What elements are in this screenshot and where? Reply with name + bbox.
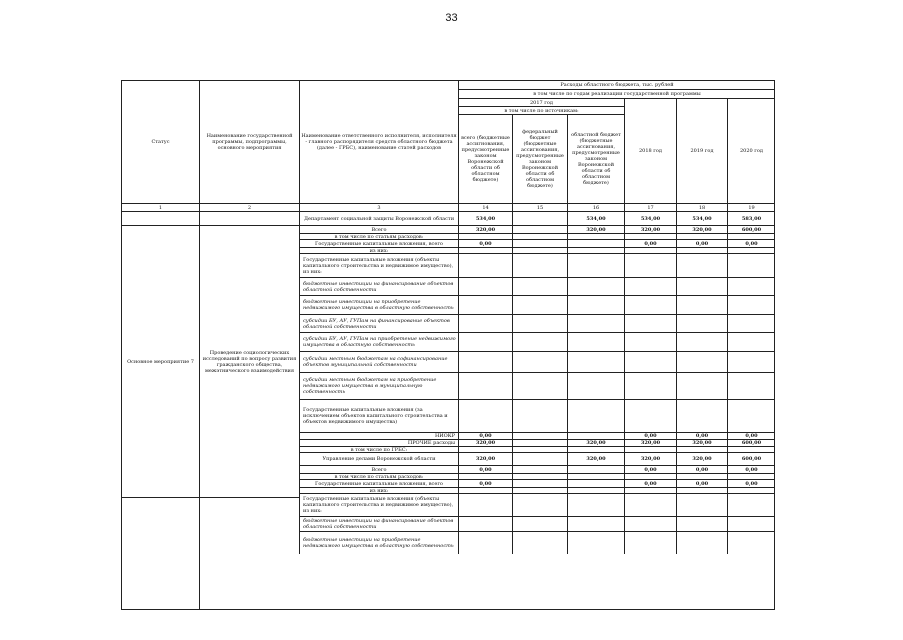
row-value: 0,00 — [676, 239, 727, 247]
row-value: 0,00 — [676, 465, 727, 473]
row-value — [676, 277, 727, 295]
row-value — [676, 531, 727, 554]
row-value — [458, 295, 512, 314]
row-value: 320,00 — [567, 225, 624, 233]
row-label: Всего — [299, 225, 458, 233]
row-value — [727, 314, 775, 332]
row-value: 0,00 — [458, 479, 512, 487]
dept-value: 534,00 — [458, 211, 512, 225]
row-label: Государственные капитальные вложения (объекты капитального строительства и недвижимое имущество), из них: — [299, 253, 458, 277]
row-value: 320,00 — [624, 439, 676, 446]
row-label: из них: — [299, 487, 458, 493]
row-label: бюджетные инвестиции на финансирование объектов областной собственности — [299, 277, 458, 295]
row-value — [624, 516, 676, 531]
row-value — [624, 351, 676, 372]
dept-program-cell — [199, 211, 299, 225]
year-2019-header: 2019 год — [676, 98, 727, 203]
row-label: Государственные капитальные вложения, всего — [299, 239, 458, 247]
row-label: НИОКР — [299, 432, 458, 439]
row-value: 0,00 — [727, 465, 775, 473]
executor-header: Наименование ответственного исполнителя, исполнителя - главного распорядителя средств областного бюджета (далее - ГРБС), наименование статей расходов — [299, 80, 458, 203]
colnum-16: 16 — [567, 203, 624, 211]
row-value — [567, 295, 624, 314]
budget-title: Расходы областного бюджета, тыс. рублей — [458, 80, 775, 89]
row-value — [512, 295, 567, 314]
row-value: 320,00 — [567, 452, 624, 465]
colnum-19: 19 — [727, 203, 775, 211]
regional-budget-header: областной бюджет (бюджетные ассигнования, предусмотренные законом Воронежской области об областном бюджете) — [567, 114, 624, 203]
row-label: субсидии БУ, АУ, ГУПам на приобретение недвижимого имущества в областную собственность — [299, 332, 458, 351]
dept-value: 534,00 — [676, 211, 727, 225]
dept-value: 534,00 — [624, 211, 676, 225]
row-value: 0,00 — [727, 479, 775, 487]
row-value — [727, 531, 775, 554]
row-value — [458, 253, 512, 277]
row-value: 320,00 — [458, 452, 512, 465]
table-bottom-border — [121, 609, 775, 610]
row-value: 0,00 — [458, 239, 512, 247]
row-value — [458, 314, 512, 332]
row-value — [624, 372, 676, 399]
row-value: 320,00 — [567, 439, 624, 446]
row-value: 0,00 — [624, 479, 676, 487]
row-value — [512, 239, 567, 247]
row-value — [727, 351, 775, 372]
row-value — [567, 253, 624, 277]
row-value — [512, 372, 567, 399]
federal-budget-header: федеральный бюджет (бюджетные ассигнования, предусмотренные законом Воронежской области об областном бюджете) — [512, 114, 567, 203]
row-value — [458, 277, 512, 295]
row-value — [624, 277, 676, 295]
total-budget-header: всего (бюджетные ассигнования, предусмотренные законом Воронежской области об областном бюджете) — [458, 114, 512, 203]
row-label: Государственные капитальные вложения, всего — [299, 479, 458, 487]
row-label: бюджетные инвестиции на финансирование объектов областной собственности — [299, 516, 458, 531]
colnum-14: 14 — [458, 203, 512, 211]
row-value — [727, 372, 775, 399]
row-value — [567, 314, 624, 332]
row-label: Государственные капитальные вложения (за исключением объектов капитального строительства и объектов недвижимого имущества) — [299, 399, 458, 432]
row-value: 320,00 — [624, 225, 676, 233]
row-value — [512, 277, 567, 295]
row-value — [624, 295, 676, 314]
row-label: из них: — [299, 247, 458, 253]
row-value — [624, 531, 676, 554]
by-sources-header: в том числе по источникам: — [458, 106, 624, 114]
row-label: субсидии БУ, АУ, ГУПам на финансирование объектов областной собственности — [299, 314, 458, 332]
row-value: 600,00 — [727, 225, 775, 233]
row-value: 320,00 — [624, 452, 676, 465]
row-value — [624, 399, 676, 432]
row-value — [512, 399, 567, 432]
row-value: 320,00 — [458, 225, 512, 233]
colnum-3: 3 — [299, 203, 458, 211]
row-value — [458, 399, 512, 432]
row-value: 320,00 — [676, 439, 727, 446]
row-value: 0,00 — [676, 432, 727, 439]
row-label: Всего — [299, 465, 458, 473]
row-value — [676, 399, 727, 432]
row-value — [458, 493, 512, 516]
row-value — [458, 531, 512, 554]
year-2018-header: 2018 год — [624, 98, 676, 203]
row-value — [676, 253, 727, 277]
row-value — [676, 372, 727, 399]
dept-value: 534,00 — [567, 211, 624, 225]
year-2020-header: 2020 год — [727, 98, 775, 203]
row-label: субсидии местным бюджетам на приобретение недвижимого имущества в муниципальную собственность — [299, 372, 458, 399]
row-value — [567, 432, 624, 439]
row-value — [727, 295, 775, 314]
row-label: бюджетные инвестиции на приобретение недвижимого имущества в областную собственность — [299, 531, 458, 554]
dept-name: Департамент социальной защиты Воронежской области — [299, 211, 458, 225]
row-value — [458, 332, 512, 351]
row-value — [727, 253, 775, 277]
row-label: ПРОЧИЕ расходы — [299, 439, 458, 446]
row-value: 0,00 — [458, 465, 512, 473]
dept-value: 583,00 — [727, 211, 775, 225]
row-value — [727, 277, 775, 295]
row-value — [624, 253, 676, 277]
row-value: 0,00 — [727, 432, 775, 439]
row-value — [727, 399, 775, 432]
colnum-2: 2 — [199, 203, 299, 211]
row-label: субсидии местным бюджетам на софинансирование объектов муниципальной собственности — [299, 351, 458, 372]
row-value — [676, 351, 727, 372]
budget-table — [121, 80, 775, 610]
row-value — [512, 465, 567, 473]
row-value — [458, 372, 512, 399]
row-value: 320,00 — [458, 439, 512, 446]
row-value — [676, 332, 727, 351]
colnum-15: 15 — [512, 203, 567, 211]
row-value — [727, 516, 775, 531]
row-value: 320,00 — [676, 452, 727, 465]
row-value — [512, 432, 567, 439]
row-value: 0,00 — [624, 465, 676, 473]
dept-status-cell — [121, 211, 199, 225]
row-label: бюджетные инвестиции на приобретение недвижимого имущества в областную собственность — [299, 295, 458, 314]
row-value — [512, 314, 567, 332]
program-cell-empty — [199, 497, 299, 610]
row-value: 600,00 — [727, 452, 775, 465]
row-label: Государственные капитальные вложения (объекты капитального строительства и недвижимое имущество), из них: — [299, 493, 458, 516]
row-value: 600,00 — [727, 439, 775, 446]
row-value — [624, 314, 676, 332]
row-value — [567, 479, 624, 487]
row-value — [727, 493, 775, 516]
row-value — [458, 516, 512, 531]
row-value — [567, 531, 624, 554]
row-value: 0,00 — [727, 239, 775, 247]
row-value — [676, 516, 727, 531]
row-value — [512, 351, 567, 372]
status-cell-empty — [121, 497, 199, 610]
row-label: Управление делами Воронежской области — [299, 452, 458, 465]
row-value: 0,00 — [624, 239, 676, 247]
row-value — [512, 452, 567, 465]
page-number: 33 — [445, 12, 458, 24]
colnum-1: 1 — [121, 203, 199, 211]
measure-name: Проведение социологических исследований по вопросу развития гражданского общества, межэтнического взаимодействия — [199, 225, 299, 497]
row-value: 0,00 — [458, 432, 512, 439]
row-value: 0,00 — [676, 479, 727, 487]
row-value — [567, 399, 624, 432]
colnum-17: 17 — [624, 203, 676, 211]
row-value — [512, 531, 567, 554]
row-value — [676, 295, 727, 314]
row-value — [567, 332, 624, 351]
row-value — [567, 516, 624, 531]
row-value — [512, 439, 567, 446]
row-value — [624, 332, 676, 351]
row-value — [676, 314, 727, 332]
row-value — [567, 239, 624, 247]
row-value — [567, 493, 624, 516]
row-value — [458, 351, 512, 372]
row-value — [512, 479, 567, 487]
year-2017-header: 2017 год — [458, 98, 624, 106]
row-value — [567, 372, 624, 399]
program-name-header: Наименование государственной программы, подпрограммы, основного мероприятия — [199, 80, 299, 203]
dept-value — [512, 211, 567, 225]
row-value — [567, 351, 624, 372]
row-label: в том числе по ГРБС: — [299, 446, 458, 452]
row-value — [567, 465, 624, 473]
row-value — [512, 253, 567, 277]
row-value — [512, 493, 567, 516]
row-value — [512, 332, 567, 351]
row-value — [676, 493, 727, 516]
row-value — [512, 516, 567, 531]
row-label: в том числе по статьям расходов: — [299, 233, 458, 239]
colnum-18: 18 — [676, 203, 727, 211]
row-value — [727, 332, 775, 351]
row-value — [567, 277, 624, 295]
row-value — [512, 225, 567, 233]
row-label: в том числе по статьям расходов: — [299, 473, 458, 479]
row-value: 320,00 — [676, 225, 727, 233]
row-value: 0,00 — [624, 432, 676, 439]
row-value — [624, 493, 676, 516]
status-header: Статус — [121, 80, 199, 203]
by-years-header: в том числе по годам реализации государственной программы — [458, 89, 775, 98]
measure-status: Основное мероприятие 7 — [121, 225, 199, 497]
